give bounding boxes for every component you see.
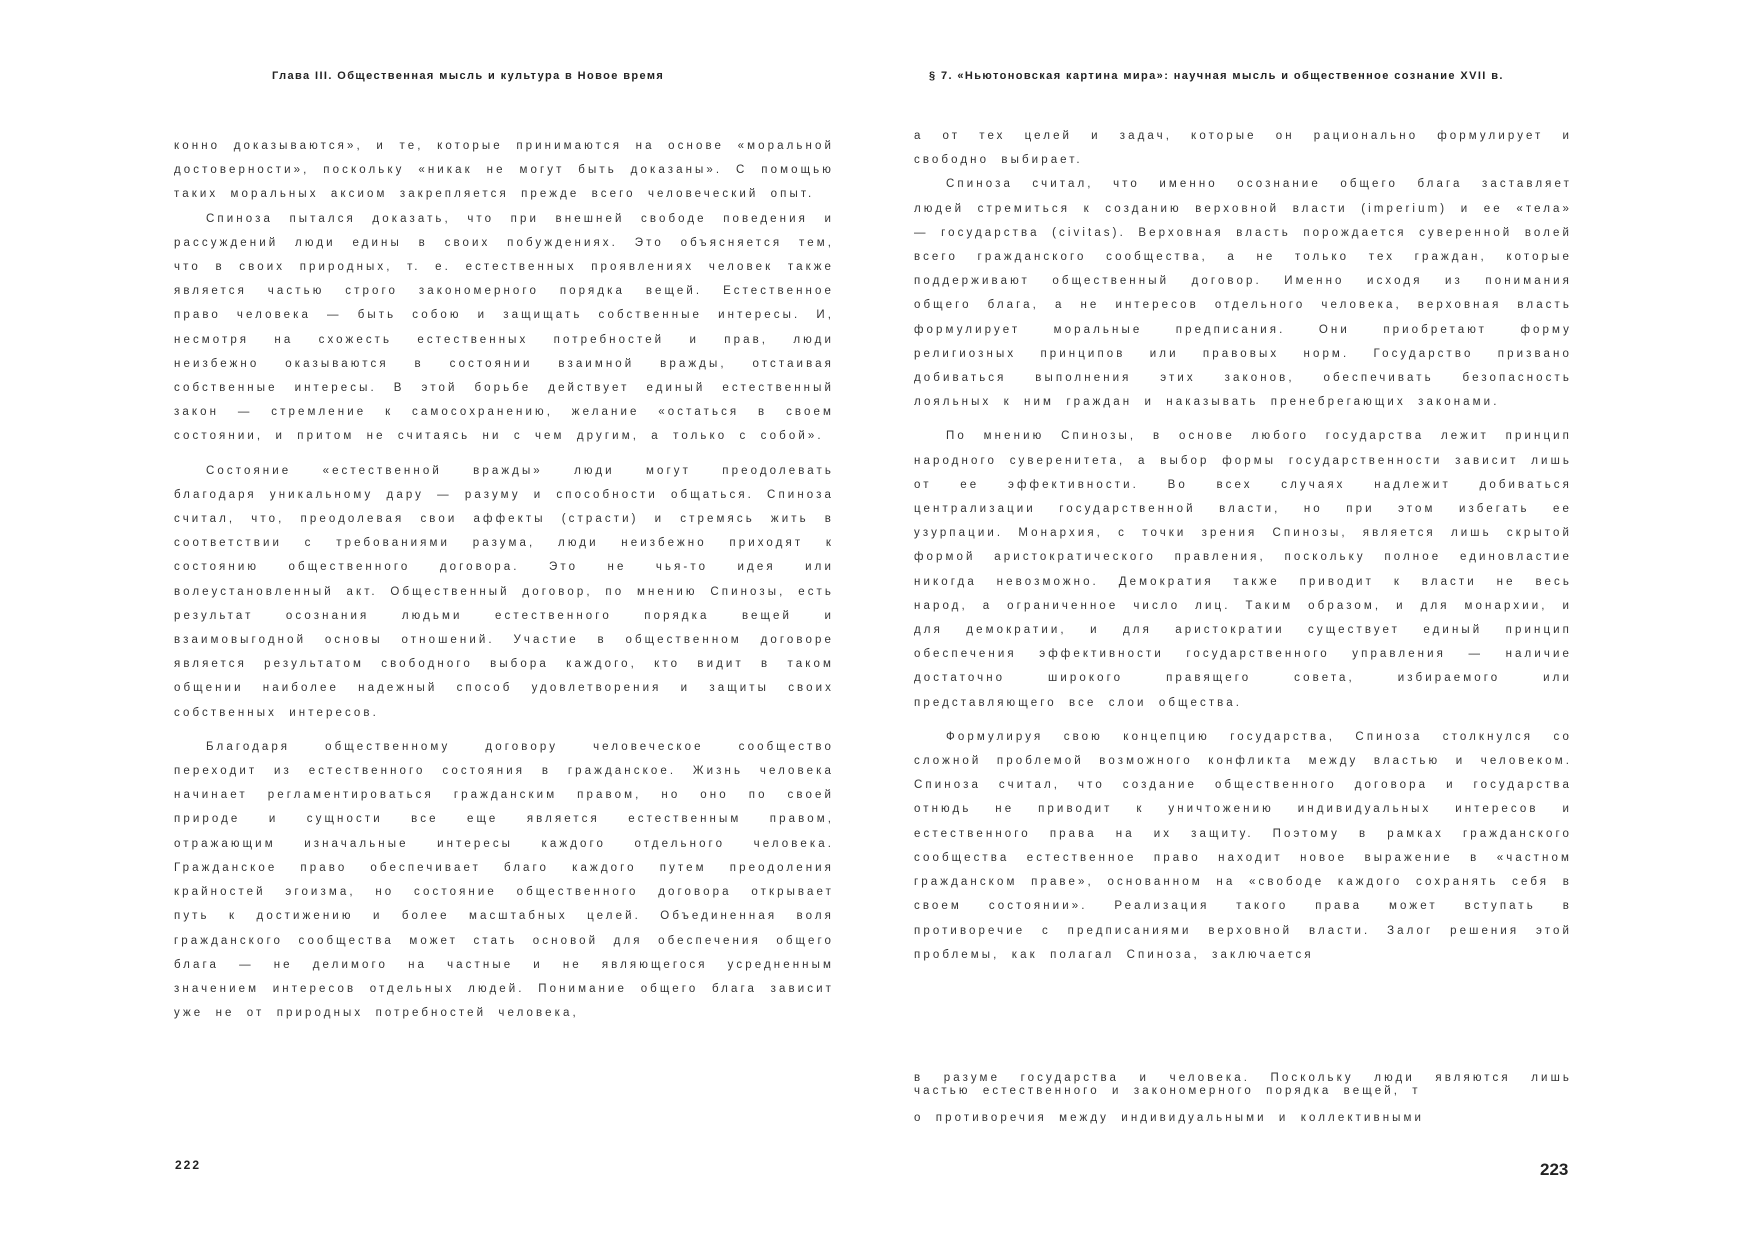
running-head-left: Глава III. Общественная мысль и культура в Новое время [272,70,665,82]
page-number-right: 223 [1540,1160,1569,1179]
paragraph: По мнению Спинозы, в основе любого государства лежит принцип народного суверенитета, а выбор формы государственности зависит лишь от ее эффективности. Во всех случаях надлежит добиваться централизации государственной власти, но при этом избегать ее узурпации. Монархия, с точки зрения Спинозы, является лишь скрытой формой аристократического правления, поскольку полное единовластие никогда невозможно. Демократия также приводит к власти не весь народ, а ограниченное число лиц. Таким образом, и для монархии, и для демократии, и для аристократии существует единый принцип обеспечения эффективности государственного управления — наличие достаточно широкого правящего совета, избираемого или представляющего все слои общества. [914,430,1572,709]
paragraph: Формулируя свою концепцию государства, Спиноза столкнулся со сложной проблемой возможного конфликта между властью и человеком. Спиноза считал, что создание общественного договора и государства отнюдь не приводит к уничтожению индивидуальных интересов и естественного права на их защиту. Поэтому в рамках гражданского сообщества естественное право находит новое выражение в «частном гражданском праве», основанном на «свободе каждого сохранять себя в своем состоянии». Реализация такого права может вступать в противоречие с предписаниями верховной власти. Залог решения этой проблемы, как полагал Спиноза, заключается [914,730,1572,961]
paragraph: Спиноза считал, что именно осознание общего блага заставляет людей стремиться к созданию верховной власти (imperium) и ее «тела» — государства (civitas). Верховная власть порождается суверенной волей всего гражданского сообщества, а не только тех граждан, которые поддерживают общественный договор. Именно исходя из понимания общего блага, а не интересов отдельного человека, верховная власть формулирует моральные предписания. Они приобретают форму религиозных принципов или правовых норм. Государство призвано добиваться выполнения этих законов, обеспечивать безопасность лояльных к ним граждан и наказывать пренебрегающих законами. [914,178,1572,409]
paragraph: а от тех целей и задач, которые он рационально формулирует и свободно выбирает. [914,130,1572,167]
paragraph: о противоречия между индивидуальными и коллективными [914,1112,1425,1124]
right-text-block [914,124,1572,967]
paragraph: Состояние «естественной вражды» люди могут преодолевать благодаря уникальному дару — разуму и способности общаться. Спиноза считал, что, преодолевая свои аффекты (страсти) и стремясь жить в соответствии с требованиями разума, люди неизбежно приходят к состоянию общественного договора. Это не чья-то идея или волеустановленный акт. Общественный договор, по мнению Спинозы, есть результат осознания людьми естественного порядка вещей и взаимовыгодной основы отношений. Участие в общественном договоре является результатом свободного выбора каждого, кто видит в таком общении наиболее надежный способ удовлетворения и защиты своих собственных интересов. [174,464,834,719]
running-head-right: § 7. «Ньютоновская картина мира»: научная мысль и общественное сознание XVII в. [929,70,1504,82]
paragraph: Спиноза пытался доказать, что при внешней свободе поведения и рассуждений люди едины в своих побуждениях. Это объясняется тем, что в своих природных, т. е. естественных проявлениях человек также является частью строго закономерного порядка вещей. Естественное право человека — быть собою и защищать собственные интересы. И, несмотря на схожесть естественных потребностей и прав, люди неизбежно оказываются в состоянии взаимной вражды, отстаивая собственные интересы. В этой борьбе действует единый естественный закон — стремление к самосохранению, желание «остаться в своем состоянии, и притом не считаясь ни с чем другим, а только с собой». [174,212,834,443]
page-number-left: 222 [175,1158,202,1172]
left-text-block [174,134,834,1025]
paragraph: Благодаря общественному договору человеческое сообщество переходит из естественного состояния в гражданское. Жизнь человека начинает регламентироваться гражданским правом, но оно по своей природе и сущности все еще является естественным правом, отражающим изначальные интересы каждого отдельного человека. Гражданское право обеспечивает благо каждого путем преодоления крайностей эгоизма, но состояние общественного договора открывает путь к достижению и более масштабных целей. Объединенная воля гражданского сообщества может стать основой для обеспечения общего блага — не делимого на частные и не являющегося усредненным значением интересов отдельных людей. Понимание общего блага зависит уже не от природных потребностей человека, [174,740,834,1020]
right-text-tail [914,1072,1572,1125]
paragraph: конно доказываются», и те, которые принимаются на основе «моральной достоверности», поскольку «никак не могут быть доказаны». С помощью таких моральных аксиом закрепляется прежде всего человеческий опыт. [174,140,834,201]
right-page [877,0,1754,1239]
paragraph: в разуме государства и человека. Поскольку люди являются лишь частью естественного и закономерного порядка вещей, т [914,1072,1572,1097]
